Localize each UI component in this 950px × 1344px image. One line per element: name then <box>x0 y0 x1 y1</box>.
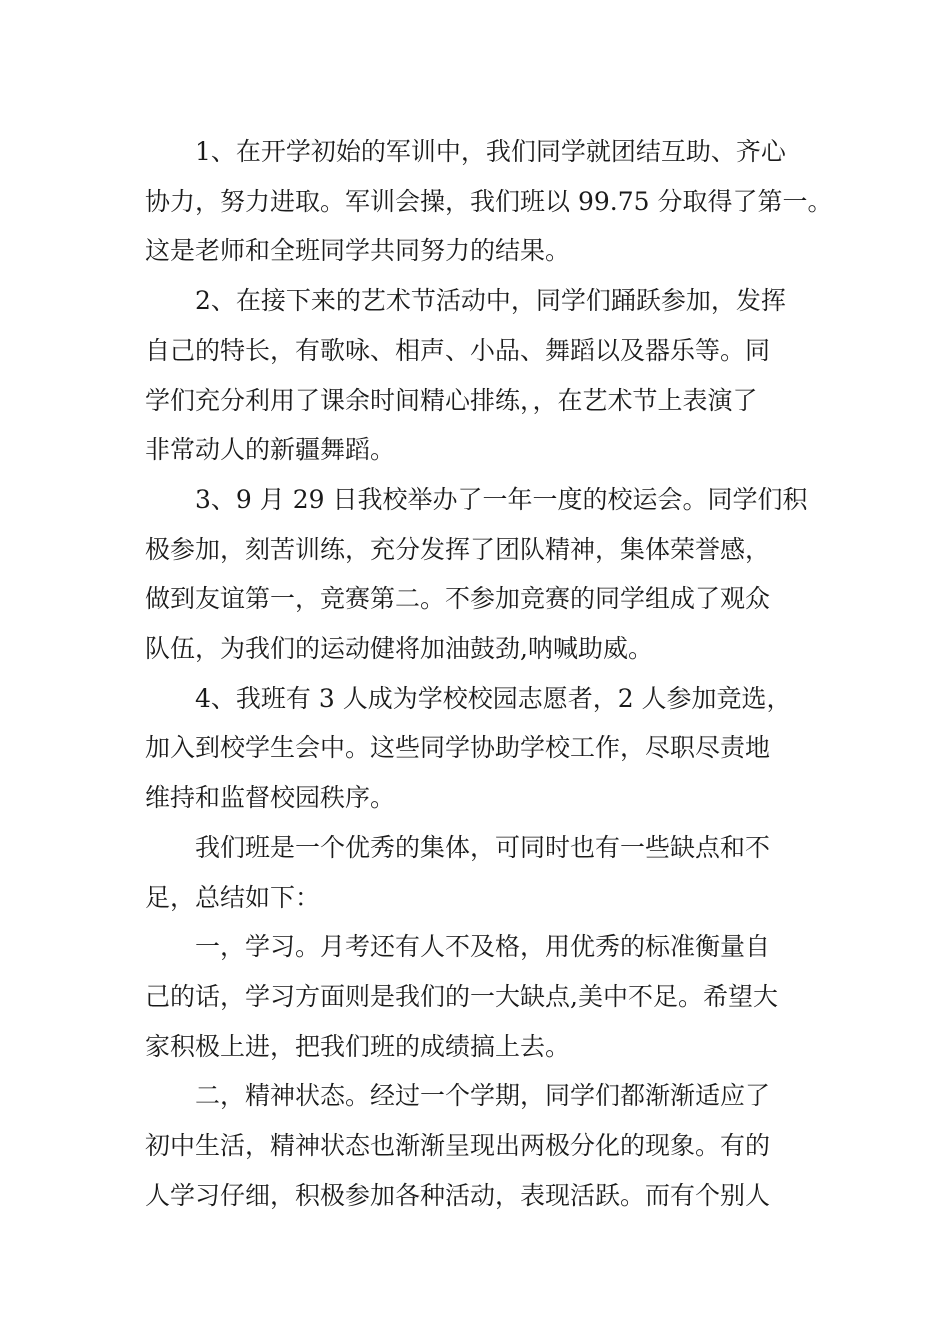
text-line: 3、9 月 29 日我校举办了一年一度的校运会。同学们积 <box>195 484 808 514</box>
text-line: 这是老师和全班同学共同努力的结果。 <box>145 236 571 266</box>
text-line: 极参加，刻苦训练，充分发挥了团队精神，集体荣誉感， <box>145 534 771 564</box>
paragraph-military-training <box>145 127 833 276</box>
text-line: 非常动人的新疆舞蹈。 <box>145 435 396 465</box>
text-line: 初中生活，精神状态也渐渐呈现出两极分化的现象。有的 <box>145 1131 771 1161</box>
text-line: 1、在开学初始的军训中，我们同学就团结互助、齐心 <box>195 137 786 166</box>
text-line: 家积极上进，把我们班的成绩搞上去。 <box>145 1031 571 1061</box>
paragraph-volunteers <box>145 674 825 823</box>
text-line: 二，精神状态。经过一个学期，同学们都渐渐适应了 <box>195 1081 771 1111</box>
paragraph-summary-intro <box>145 823 825 922</box>
paragraph-mental-state <box>145 1071 825 1220</box>
text-line: 维持和监督校园秩序。 <box>145 783 396 813</box>
text-line: 队伍，为我们的运动健将加油鼓劲,呐喊助威。 <box>145 634 653 664</box>
document-body <box>145 127 833 1220</box>
text-line: 学们充分利用了课余时间精心排练，，在艺术节上表演了 <box>145 385 758 415</box>
paragraph-study <box>145 922 825 1071</box>
paragraph-art-festival <box>145 276 825 475</box>
text-line: 自己的特长，有歌咏、相声、小品、舞蹈以及器乐等。同 <box>145 335 771 365</box>
text-line: 2、在接下来的艺术节活动中，同学们踊跃参加，发挥 <box>195 286 786 316</box>
text-line: 我们班是一个优秀的集体，可同时也有一些缺点和不 <box>195 832 771 862</box>
text-line: 人学习仔细，积极参加各种活动，表现活跃。而有个别人 <box>145 1180 771 1210</box>
text-line: 一，学习。月考还有人不及格，用优秀的标准衡量自 <box>195 932 771 962</box>
text-line: 加入到校学生会中。这些同学协助学校工作，尽职尽责地 <box>145 733 771 763</box>
text-line: 4、我班有 3 人成为学校校园志愿者，2 人参加竞选， <box>195 683 792 713</box>
paragraph-sports-meet <box>145 475 825 674</box>
text-line: 足，总结如下： <box>145 882 321 912</box>
text-line: 做到友谊第一，竞赛第二。不参加竞赛的同学组成了观众 <box>145 584 771 614</box>
text-line: 己的话，学习方面则是我们的一大缺点,美中不足。希望大 <box>145 981 778 1011</box>
text-line: 协力，努力进取。军训会操，我们班以 99.75 分取得了第一。 <box>145 186 833 216</box>
